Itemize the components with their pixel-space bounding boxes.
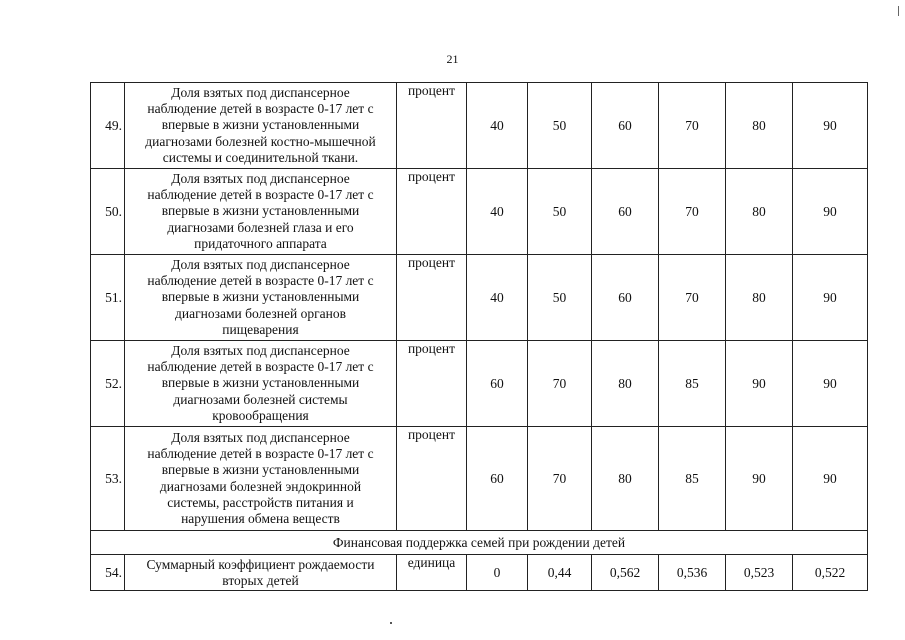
value-cell: 90: [793, 255, 868, 341]
value-cell: 70: [528, 427, 592, 531]
description-line: Доля взятых под диспансерное: [171, 429, 350, 445]
description-line: впервые в жизни установленными: [161, 117, 360, 133]
value-cell: 80: [726, 255, 793, 341]
value-cell: 50: [528, 169, 592, 255]
value-cell: 60: [592, 169, 659, 255]
value-cell: 90: [793, 341, 868, 427]
unit-cell: процент: [397, 255, 467, 341]
value-cell: 60: [592, 83, 659, 169]
table-row: [91, 83, 868, 169]
value-cell: 60: [467, 341, 528, 427]
description-line: наблюдение детей в возрасте 0-17 лет с: [147, 273, 374, 289]
value-cell: 90: [726, 341, 793, 427]
indicator-description: [125, 83, 397, 169]
value-cell: 80: [726, 169, 793, 255]
description-line: системы, расстройств питания и: [167, 494, 354, 510]
description-line: впервые в жизни установленными: [161, 462, 360, 478]
description-line: диагнозами болезней органов: [175, 305, 346, 321]
row-number: 50.: [91, 169, 125, 255]
section-header-row: [91, 531, 868, 555]
unit-cell: процент: [397, 427, 467, 531]
description-line: Доля взятых под диспансерное: [171, 256, 350, 272]
unit-cell: процент: [397, 169, 467, 255]
description-line: Доля взятых под диспансерное: [171, 170, 350, 186]
scan-edge-mark: [898, 6, 899, 16]
description-line: впервые в жизни установленными: [161, 289, 360, 305]
indicator-description: [125, 427, 397, 531]
table-row: [91, 255, 868, 341]
value-cell: 50: [528, 255, 592, 341]
row-number: 54.: [91, 555, 125, 591]
value-cell: 40: [467, 255, 528, 341]
table-body: [91, 83, 868, 591]
unit-cell: процент: [397, 83, 467, 169]
description-line: Доля взятых под диспансерное: [171, 342, 350, 358]
value-cell: 70: [528, 341, 592, 427]
row-number: 51.: [91, 255, 125, 341]
row-number: 53.: [91, 427, 125, 531]
value-cell: 90: [726, 427, 793, 531]
description-line: вторых детей: [222, 572, 299, 588]
description-line: Доля взятых под диспансерное: [171, 84, 350, 100]
indicator-description: [125, 169, 397, 255]
indicators-table: [90, 82, 868, 591]
description-line: системы и соединительной ткани.: [162, 149, 359, 165]
row-number: 52.: [91, 341, 125, 427]
section-title: Финансовая поддержка семей при рождении детей: [91, 531, 868, 555]
page-number: 21: [446, 52, 459, 66]
row-number: 49.: [91, 83, 125, 169]
indicator-description: [125, 255, 397, 341]
value-cell: 40: [467, 83, 528, 169]
scan-artifact-dot: [390, 622, 392, 624]
unit-cell: процент: [397, 341, 467, 427]
value-cell: 85: [659, 341, 726, 427]
description-line: пищеварения: [222, 321, 299, 337]
unit-cell: единица: [397, 555, 467, 591]
description-line: кровообращения: [212, 407, 309, 423]
description-line: диагнозами болезней глаза и его: [167, 219, 354, 235]
value-cell: 40: [467, 169, 528, 255]
value-cell: 90: [793, 427, 868, 531]
value-cell: 80: [592, 341, 659, 427]
description-line: впервые в жизни установленными: [161, 375, 360, 391]
value-cell: 80: [726, 83, 793, 169]
table-row: [91, 555, 868, 591]
description-line: наблюдение детей в возрасте 0-17 лет с: [147, 187, 374, 203]
value-cell: 90: [793, 169, 868, 255]
table-row: [91, 427, 868, 531]
table-row: [91, 169, 868, 255]
value-cell: 85: [659, 427, 726, 531]
indicator-description: [125, 341, 397, 427]
value-cell: 70: [659, 83, 726, 169]
description-line: нарушения обмена веществ: [181, 510, 340, 526]
table-row: [91, 341, 868, 427]
description-line: впервые в жизни установленными: [161, 203, 360, 219]
value-cell: 0: [467, 555, 528, 591]
description-line: придаточного аппарата: [194, 235, 327, 251]
value-cell: 0,536: [659, 555, 726, 591]
description-line: Суммарный коэффициент рождаемости: [146, 556, 375, 572]
description-line: наблюдение детей в возрасте 0-17 лет с: [147, 101, 374, 117]
value-cell: 70: [659, 255, 726, 341]
value-cell: 50: [528, 83, 592, 169]
description-line: диагнозами болезней системы: [173, 391, 348, 407]
value-cell: 60: [592, 255, 659, 341]
value-cell: 0,522: [793, 555, 868, 591]
value-cell: 90: [793, 83, 868, 169]
description-line: наблюдение детей в возрасте 0-17 лет с: [147, 446, 374, 462]
description-line: диагнозами болезней эндокринной: [159, 478, 362, 494]
value-cell: 0,523: [726, 555, 793, 591]
indicator-description: [125, 555, 397, 591]
description-line: наблюдение детей в возрасте 0-17 лет с: [147, 359, 374, 375]
value-cell: 0,562: [592, 555, 659, 591]
description-line: диагнозами болезней костно-мышечной: [145, 133, 376, 149]
value-cell: 60: [467, 427, 528, 531]
value-cell: 80: [592, 427, 659, 531]
value-cell: 0,44: [528, 555, 592, 591]
value-cell: 70: [659, 169, 726, 255]
